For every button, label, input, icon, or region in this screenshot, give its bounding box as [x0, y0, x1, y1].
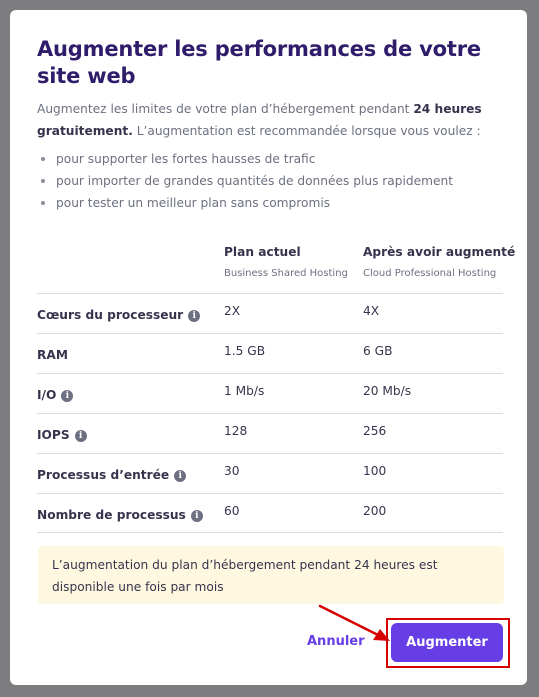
row-label: [37, 374, 73, 403]
intro-text-start: Augmentez les limites de votre plan d’hébergement pendant: [37, 102, 414, 116]
current-value: 1 Mb/s: [224, 384, 265, 398]
table-row: [37, 333, 503, 373]
current-value: 2X: [224, 304, 241, 318]
row-label: [37, 494, 203, 523]
upgraded-value: 100: [363, 464, 387, 478]
comparison-table: [37, 236, 516, 533]
intro-text: [37, 98, 497, 142]
column-header: Après avoir augmenté: [363, 245, 516, 259]
table-header: [37, 236, 516, 293]
current-value: 30: [224, 464, 240, 478]
upgraded-value: 6 GB: [363, 344, 393, 358]
upgraded-value: 4X: [363, 304, 380, 318]
row-label: [37, 294, 200, 323]
column-subheader: Business Shared Hosting: [224, 268, 348, 279]
intro-text-end: L’augmentation est recommandée lorsque vous voulez :: [132, 124, 481, 138]
upgrade-button[interactable]: Augmenter: [391, 623, 503, 662]
row-label-text: I/O: [37, 388, 57, 402]
info-icon[interactable]: i: [188, 310, 200, 322]
upgrade-dialog: [10, 10, 527, 685]
row-label-text: Nombre de processus: [37, 508, 186, 522]
dialog-title: Augmenter les performances de votre site web: [37, 37, 481, 88]
info-icon[interactable]: i: [174, 470, 186, 482]
column-subheader: Cloud Professional Hosting: [363, 268, 497, 279]
info-icon[interactable]: i: [75, 430, 87, 442]
row-label: [37, 414, 87, 443]
row-label: [37, 334, 68, 363]
current-value: 1.5 GB: [224, 344, 266, 358]
cancel-button[interactable]: Annuler: [307, 634, 365, 649]
benefits-list: [37, 148, 497, 214]
table-row: [37, 453, 503, 493]
column-header: Plan actuel: [224, 245, 301, 259]
column-current-plan: [224, 236, 348, 279]
column-upgraded-plan: [363, 236, 515, 279]
table-row: [37, 413, 503, 453]
row-label-text: IOPS: [37, 428, 70, 442]
row-label-text: Processus d’entrée: [37, 468, 170, 482]
benefit-item: pour importer de grandes quantités de données plus rapidement: [37, 170, 497, 192]
upgraded-value: 256: [363, 424, 387, 438]
table-row: [37, 493, 503, 533]
benefit-item: pour supporter les fortes hausses de trafic: [37, 148, 497, 170]
current-value: 60: [224, 504, 240, 518]
table-row: [37, 293, 503, 333]
availability-notice: L’augmentation du plan d’hébergement pendant 24 heures est disponible une fois par mois: [38, 546, 504, 604]
info-icon[interactable]: i: [61, 390, 73, 402]
table-row: [37, 373, 503, 413]
intro-text-bold: 24 heures gratuitement.: [37, 102, 482, 138]
benefit-item: pour tester un meilleur plan sans compromis: [37, 192, 497, 214]
current-value: 128: [224, 424, 248, 438]
row-label-text: RAM: [37, 348, 68, 362]
upgraded-value: 20 Mb/s: [363, 384, 412, 398]
row-label: [37, 454, 186, 483]
info-icon[interactable]: i: [191, 510, 203, 522]
row-label-text: Cœurs du processeur: [37, 308, 184, 322]
upgraded-value: 200: [363, 504, 387, 518]
